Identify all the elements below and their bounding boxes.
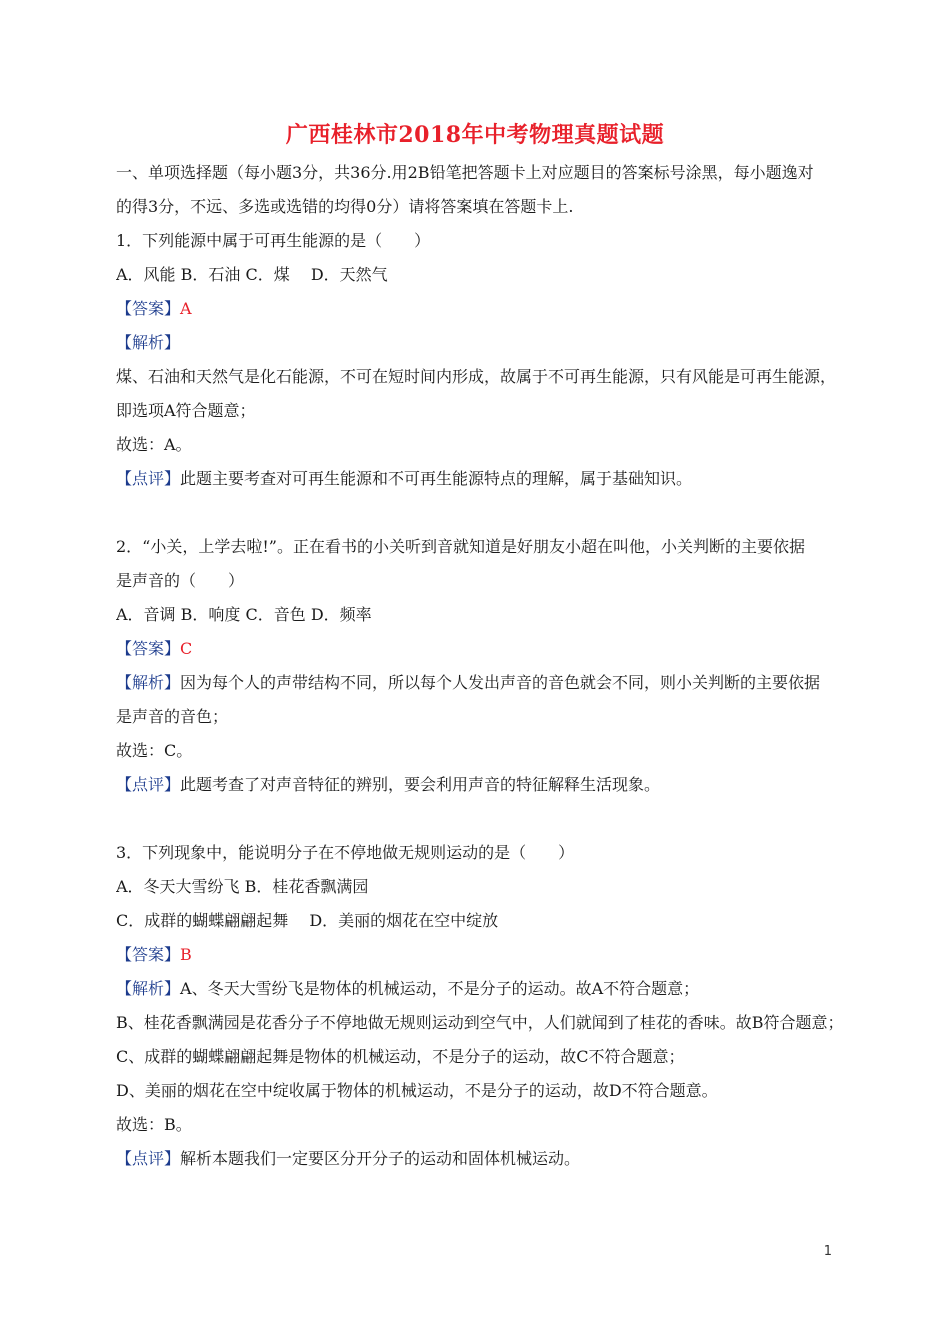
question-3-stem: 3．下列现象中，能说明分子在不停地做无规则运动的是（ ） [116,843,575,862]
question-2-choice: 故选：C。 [116,741,193,760]
question-2-analysis: 是声音的音色； [116,707,229,726]
spacer [116,802,846,836]
comment-text: 此题主要考查对可再生能源和不可再生能源特点的理解，属于基础知识。 [180,469,693,488]
question-3-analysis [116,972,846,1006]
comment-label: 【点评】 [116,1149,181,1168]
question-2-analysis [116,666,846,700]
question-1-options: A．风能 B．石油 C．煤 D．天然气 [116,265,388,284]
section-intro-line: 的得3分，不远、多选或选错的均得0分）请将答案填在答题卡上. [116,197,574,216]
answer-value: A [180,299,192,318]
question-3-analysis: B、桂花香飘满园是花香分子不停地做无规则运动到空气中，人们就闻到了桂花的香味。故B符合题意； [116,1013,844,1032]
answer-label: 【答案】 [116,945,181,964]
analysis-label: 【解析】 [116,979,181,998]
question-2-options: A．音调 B．响度 C．音色 D．频率 [116,605,372,624]
question-3-options: A．冬天大雪纷飞 B．桂花香飘满园 [116,877,369,896]
question-3-options: C．成群的蝴蝶翩翩起舞 D．美丽的烟花在空中绽放 [116,911,499,930]
analysis-text: 因为每个人的声带结构不同，所以每个人发出声音的音色就会不同，则小关判断的主要依据 [180,673,821,692]
spacer [116,496,846,530]
question-2-answer [116,632,846,666]
section-intro-line: 一、单项选择题（每小题3分，共36分.用2B铅笔把答题卡上对应题目的答案标号涂黑，每小题逸对 [116,163,814,182]
analysis-label: 【解析】 [116,333,181,352]
document-body [116,156,846,1176]
question-2-stem: 2．“小关，上学去啦!”。正在看书的小关听到音就知道是好朋友小超在叫他，小关判断的主要依据 [116,537,805,556]
question-2-comment [116,768,846,802]
question-1-analysis: 煤、石油和天然气是化石能源，不可在短时间内形成，故属于不可再生能源，只有风能是可再生能源， [116,367,837,386]
question-1-analysis-label [116,326,846,360]
question-1-stem: 1．下列能源中属于可再生能源的是（ ） [116,231,431,250]
question-1-analysis: 即选项A符合题意； [116,401,256,420]
question-2-stem: 是声音的（ ） [116,571,245,590]
question-3-analysis: C、成群的蝴蝶翩翩起舞是物体的机械运动，不是分子的运动，故C不符合题意； [116,1047,685,1066]
answer-label: 【答案】 [116,639,181,658]
question-3-answer [116,938,846,972]
question-3-choice: 故选：B。 [116,1115,192,1134]
question-3-comment [116,1142,846,1176]
comment-text: 此题考查了对声音特征的辨别，要会利用声音的特征解释生活现象。 [180,775,661,794]
answer-label: 【答案】 [116,299,181,318]
page-title: 广西桂林市2018年中考物理真题试题 [285,122,665,148]
page-number: 1 [823,1244,832,1259]
question-1-comment [116,462,846,496]
answer-value: B [180,945,192,964]
comment-label: 【点评】 [116,775,181,794]
question-1-answer [116,292,846,326]
question-1-choice: 故选：A。 [116,435,192,454]
analysis-label: 【解析】 [116,673,181,692]
comment-label: 【点评】 [116,469,181,488]
question-3-analysis: D、美丽的烟花在空中绽收属于物体的机械运动，不是分子的运动，故D不符合题意。 [116,1081,718,1100]
comment-text: 解析本题我们一定要区分开分子的运动和固体机械运动。 [180,1149,581,1168]
analysis-text: A、冬天大雪纷飞是物体的机械运动，不是分子的运动。故A不符合题意； [180,979,700,998]
answer-value: C [180,639,193,658]
